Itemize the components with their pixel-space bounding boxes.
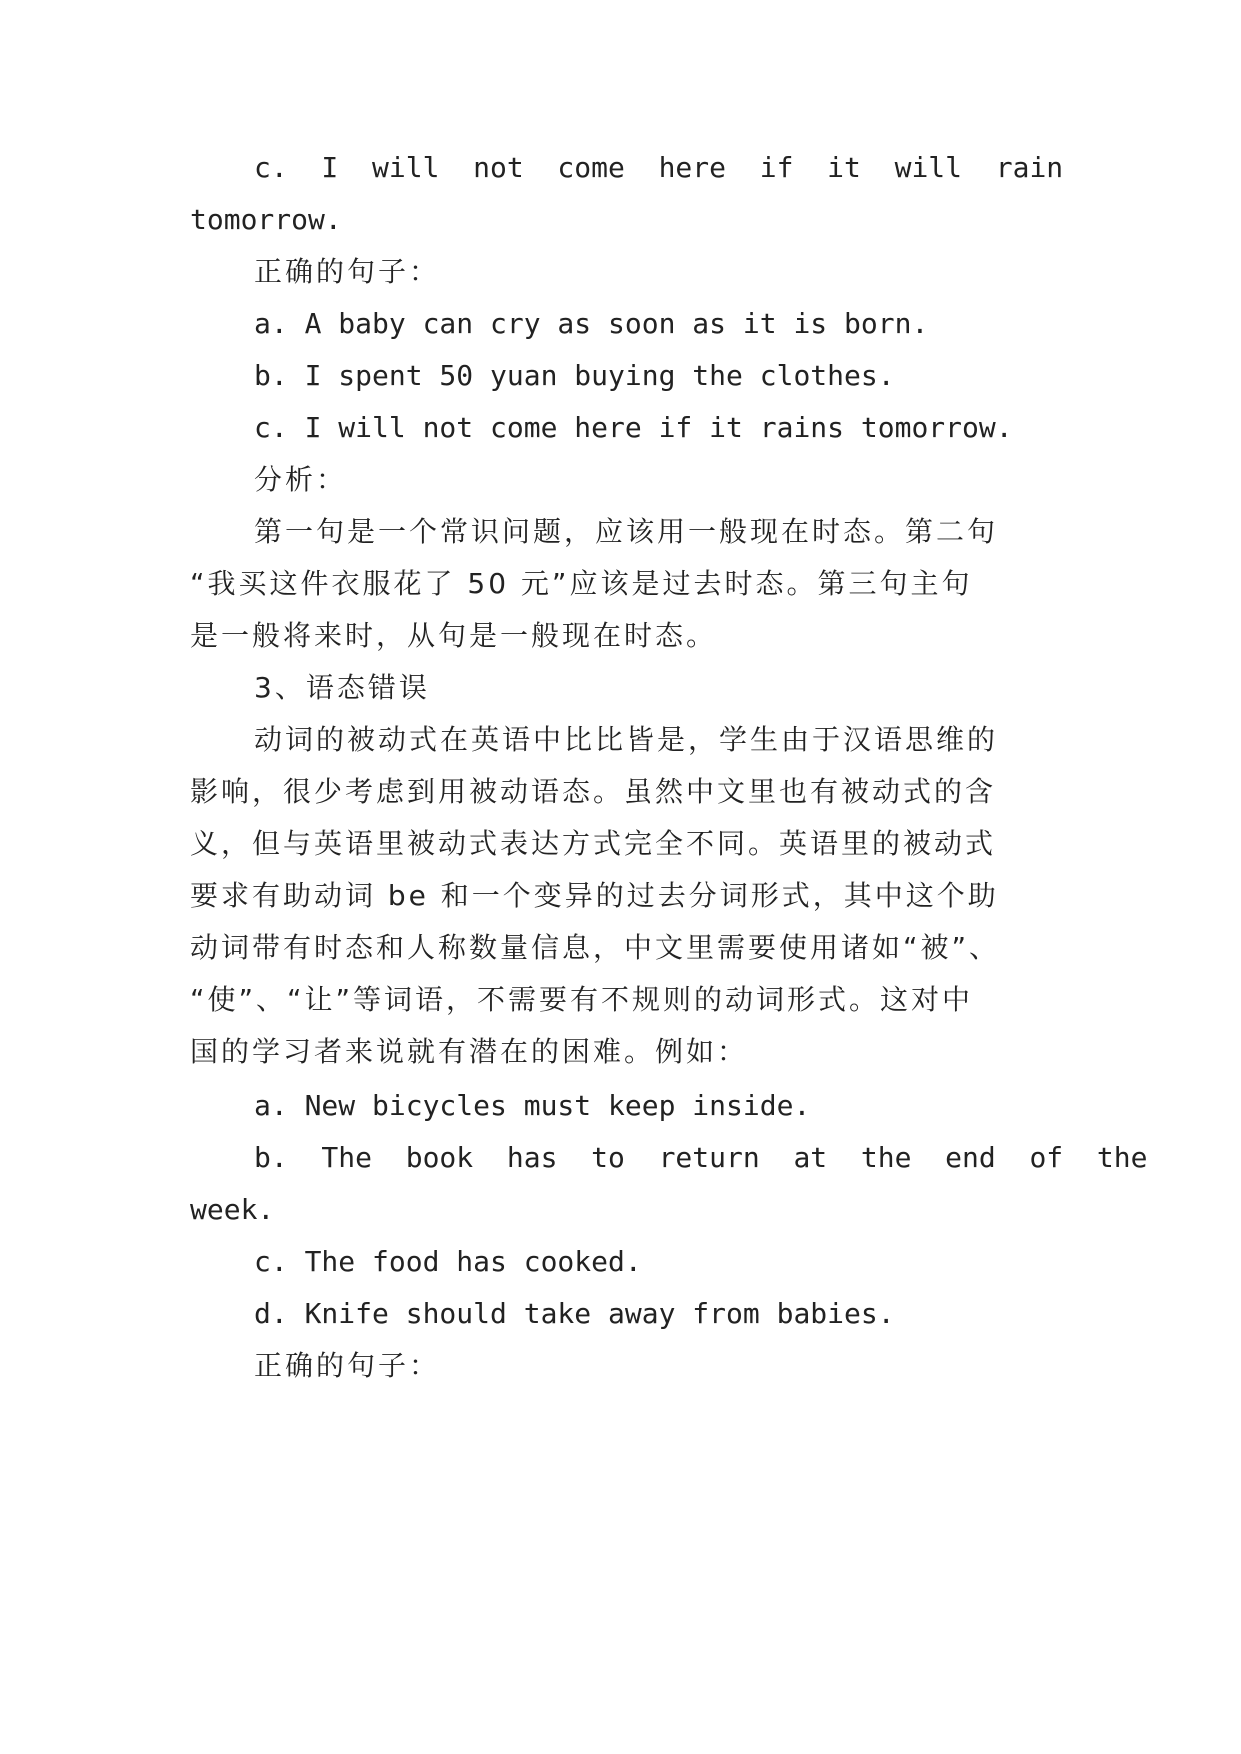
text-line: 第一句是一个常识问题，应该用一般现在时态。第二句 [254, 515, 999, 548]
text-line: c. I will not come here if it will rain [254, 151, 1064, 184]
text-line: b. I spent 50 yuan buying the clothes. [254, 359, 895, 392]
text-line: b. The book has to return at the end of the [254, 1141, 1148, 1174]
text-line: tomorrow. [190, 203, 342, 236]
text-line: 国的学习者来说就有潜在的困难。例如： [190, 1035, 749, 1068]
section-label: 正确的句子： [254, 255, 441, 288]
text-line: 义，但与英语里被动式表达方式完全不同。英语里的被动式 [190, 827, 997, 860]
text-line: c. I will not come here if it rains tomorrow. [254, 411, 1013, 444]
text-line: d. Knife should take away from babies. [254, 1297, 895, 1330]
text-line: “使”、“让”等词语，不需要有不规则的动词形式。这对中 [190, 983, 974, 1016]
text-line: a. A baby can cry as soon as it is born. [254, 307, 929, 340]
text-line: 是一般将来时，从句是一般现在时态。 [190, 619, 718, 652]
section-heading: 3、语态错误 [254, 671, 430, 704]
text-line: “我买这件衣服花了 50 元”应该是过去时态。第三句主句 [190, 567, 973, 600]
text-line: week. [190, 1193, 275, 1226]
section-label: 分析： [254, 463, 348, 496]
section-label: 正确的句子： [254, 1349, 441, 1382]
text-line: 动词的被动式在英语中比比皆是，学生由于汉语思维的 [254, 723, 999, 756]
text-line: c. The food has cooked. [254, 1245, 642, 1278]
text-line: 动词带有时态和人称数量信息，中文里需要使用诸如“被”、 [190, 931, 1001, 964]
text-line: a. New bicycles must keep inside. [254, 1089, 811, 1122]
text-line: 影响，很少考虑到用被动语态。虽然中文里也有被动式的含 [190, 775, 997, 808]
text-line: 要求有助动词 be 和一个变异的过去分词形式，其中这个助 [190, 879, 999, 912]
